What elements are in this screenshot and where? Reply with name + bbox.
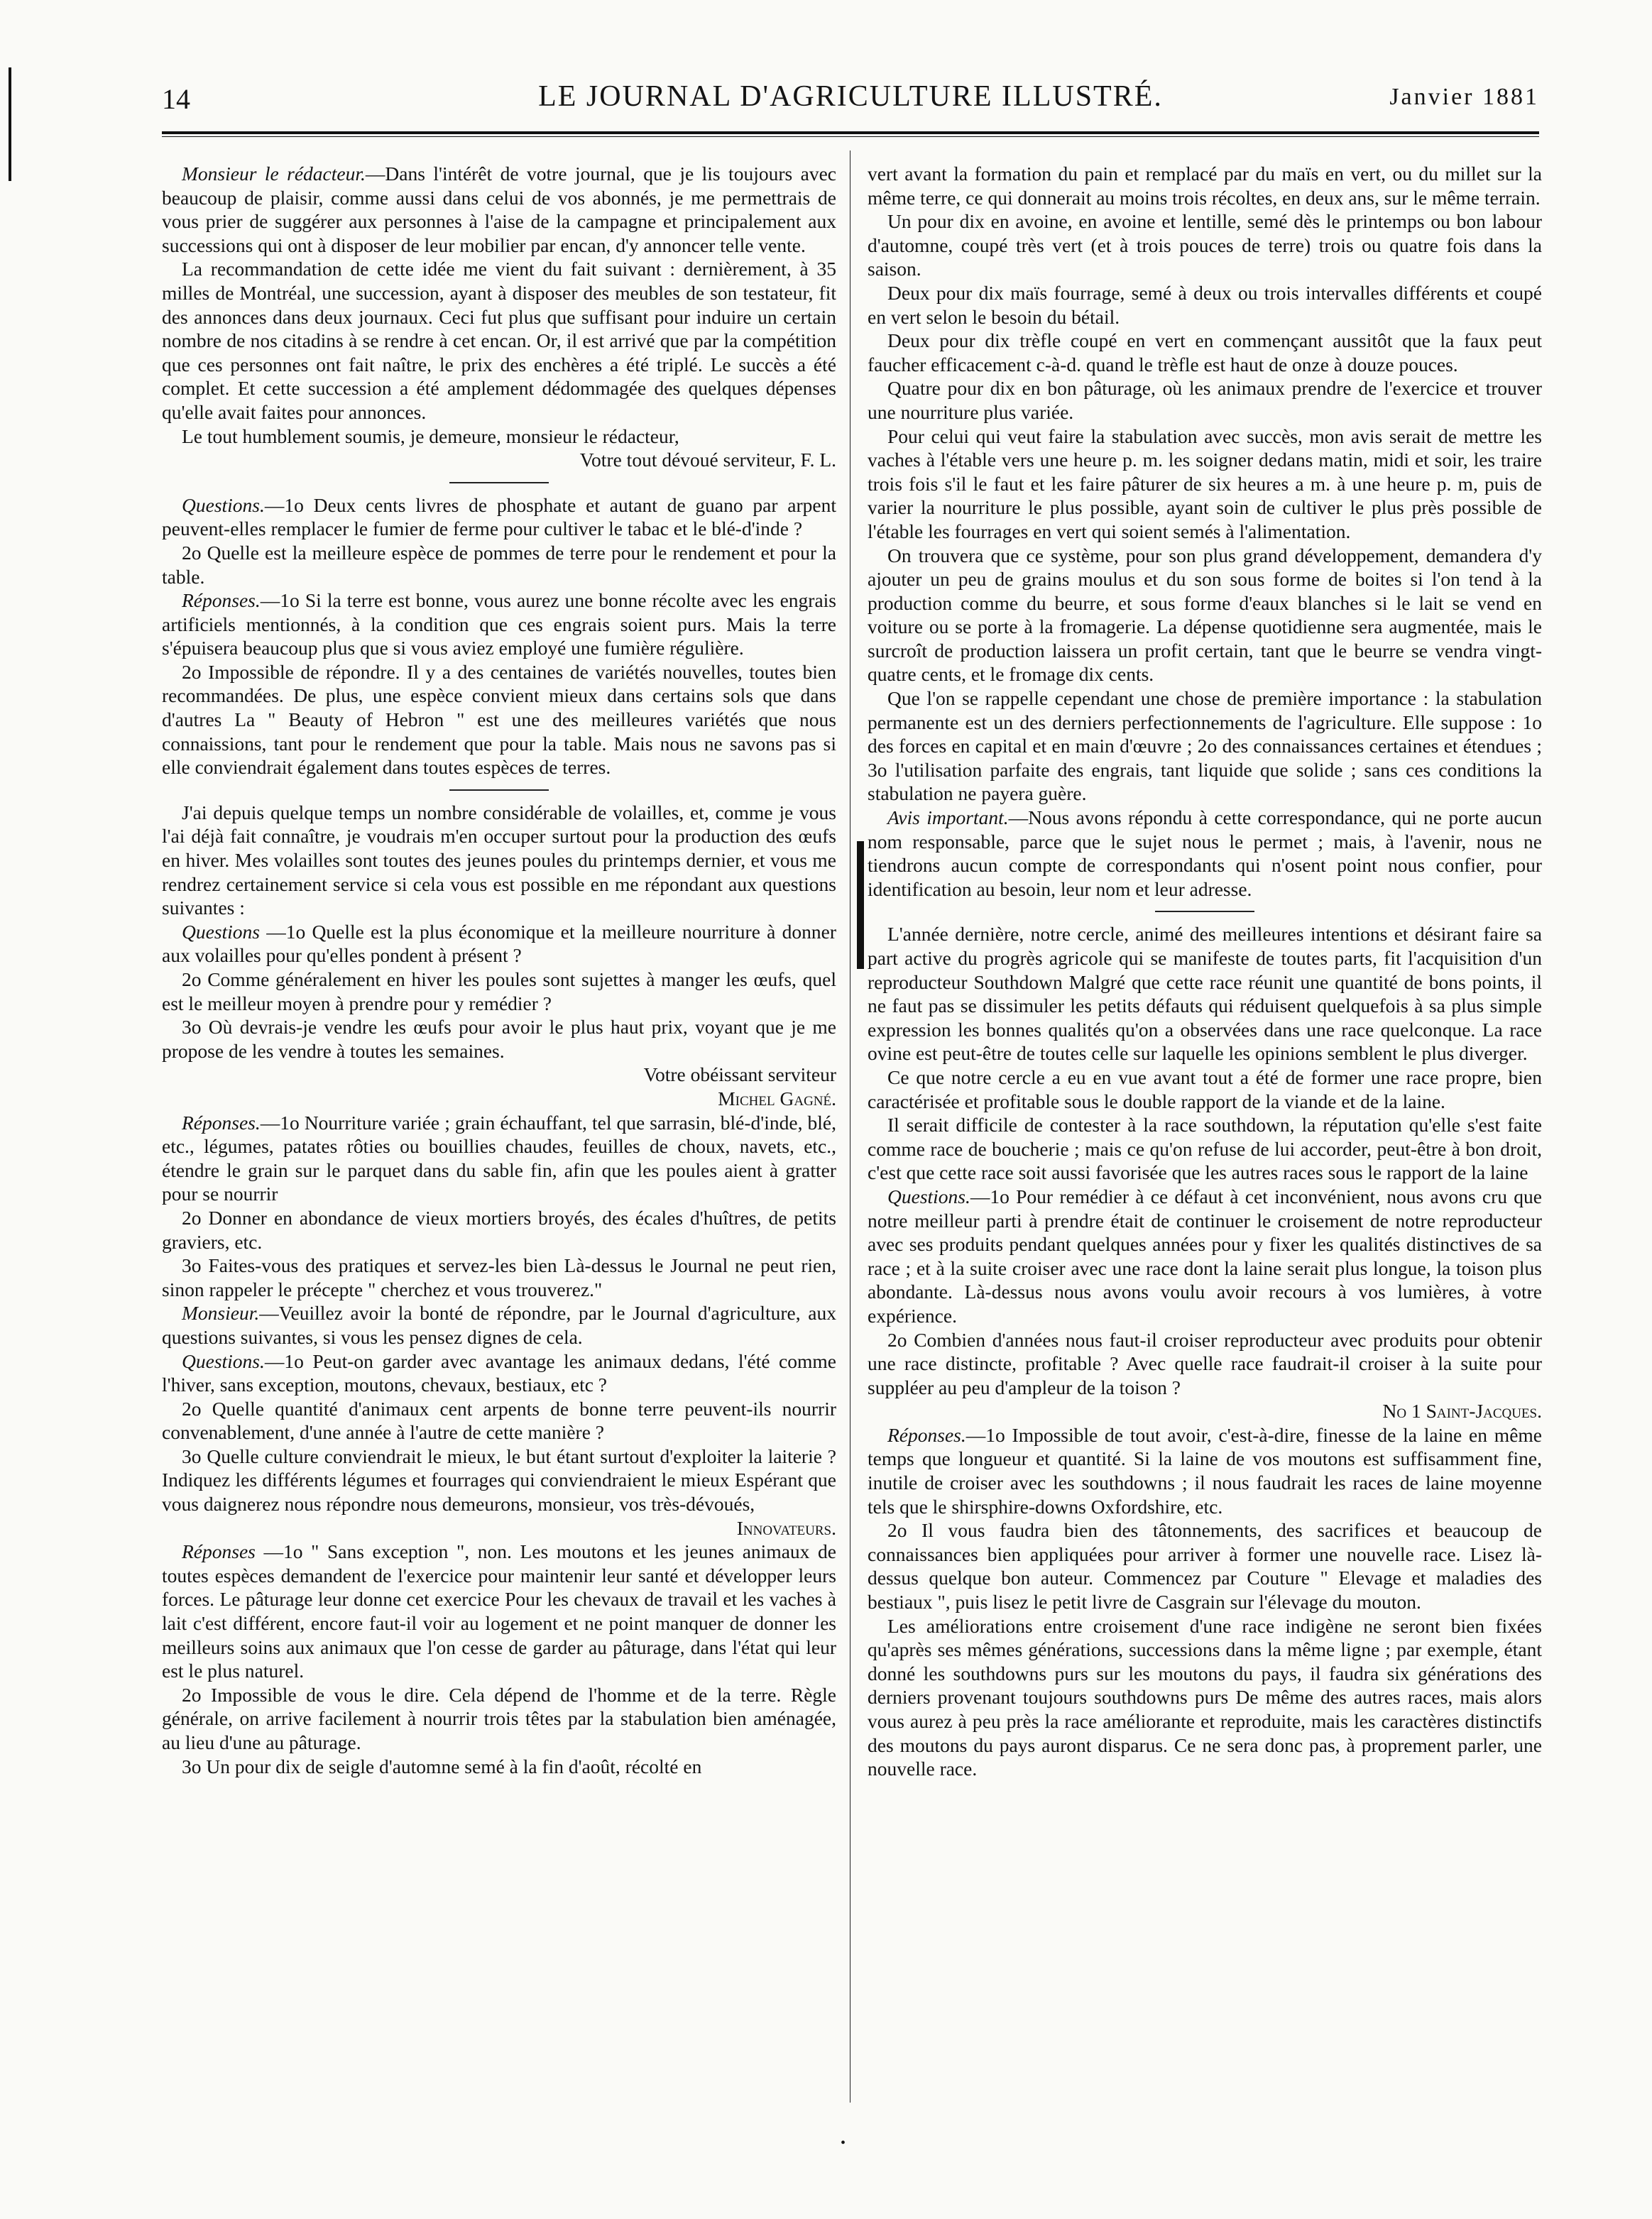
paragraph-text: Quatre pour dix en bon pâturage, où les animaux prendre de l'exercice et trouver une nourriture plus variée. (868, 377, 1542, 423)
ink-blot (857, 841, 864, 969)
paragraph-text: Michel Gagné. (718, 1087, 836, 1110)
paragraph-text: 2o Combien d'années nous faut-il croiser reproducteur avec produits pour obtenir une race distincte, profitable ? Avec quelle race faudrait-il croiser à la suite pour suppléer au peu d'ampleur de la toison ? (868, 1328, 1542, 1398)
paragraph (868, 376, 1542, 424)
paragraph-text: —1o Si la terre est bonne, vous aurez une bonne récolte avec les engrais artificiels mentionnés, à la condition que ces engrais soient purs. Mais la terre s'épuisera beaucoup plus que si vous aviez employé une fumière régulière. (162, 589, 836, 659)
paragraph-lead: Réponses. (887, 1423, 966, 1446)
paragraph-lead: Questions. (887, 1185, 970, 1207)
paragraph-text: vert avant la formation du pain et remplacé par du maïs en vert, ou du millet sur la même terre, ce qui donnerait au moins trois récoltes, en deux ans, sur le même terrain. (868, 163, 1542, 209)
paragraph-text: —1o Pour remédier à ce défaut à cet inconvénient, nous avons cru que notre meilleur parti à prendre était de continuer le croisement de notre reproducteur avec ses produits pendant quelques années pour y fixer les qualités distinctives de sa race ; et à la suite croiser avec une race dont la laine serait plus longue, la toison plus abondante. Là-dessus nous avons voulu avoir recours à vos lumières, à votre expérience. (868, 1185, 1542, 1327)
paragraph (162, 1516, 836, 1540)
section-separator (449, 482, 549, 483)
paragraph-text: —Veuillez avoir la bonté de répondre, par le Journal d'agriculture, aux questions suivantes, si vous les pensez dignes de cela. (162, 1302, 836, 1348)
paragraph (162, 1301, 836, 1349)
paragraph (162, 1111, 836, 1206)
header-rule (162, 131, 1539, 137)
paragraph (162, 801, 836, 920)
paragraph-text: Les améliorations entre croisement d'une race indigène ne seront bien fixées qu'après ses mêmes générations, successions dans la même ligne ; par exemple, étant donné les southdowns purs sur les moutons du pays, il faudra six générations des derniers provenant toujours southdowns purs De même des autres races, mais alors vous aurez à peu près la race améliorante et reproduite, mais les caractères distinctifs des moutons du pays auront disparus. Ce ne sera donc pas, à proprement parler, une nouvelle race. (868, 1614, 1542, 1780)
paragraph (162, 1755, 836, 1779)
paragraph-text: —Dans l'intérêt de votre journal, que je lis toujours avec beaucoup de plaisir, comme aussi dans celui de vos abonnés, je me permettrais de vous prier de suggérer aux personnes à l'aise de la campagne et principalement aux successions qui ont à disposer de leur mobilier par encan, d'y annoncer telle vente. (162, 163, 837, 256)
paragraph (162, 1063, 836, 1087)
section-separator (449, 789, 549, 791)
paragraph-text: Deux pour dix trèfle coupé en vert en commençant aussitôt que la faux peut faucher efficacement c-à-d. quand le trèfle est haut de onze à douze pouces. (868, 329, 1542, 376)
paragraph (868, 281, 1542, 329)
paragraph (162, 1087, 836, 1111)
paragraph-text: —1o Quelle est la plus économique et la meilleure nourriture à donner aux volailles pour qu'elles pondent à présent ? (162, 920, 836, 967)
paragraph-text: 2o Impossible de vous le dire. Cela dépend de l'homme et de la terre. Règle générale, on arrive facilement à nourrir trois têtes par la stabulation bien aménagée, au lieu d'une au pâturage. (162, 1683, 836, 1753)
paragraph (868, 424, 1542, 544)
paragraph-text: 3o Un pour dix de seigle d'automne semé à la fin d'août, récolté en (182, 1755, 702, 1777)
paragraph-text: —1o Deux cents livres de phosphate et autant de guano par arpent peuvent-elles remplacer le fumier de ferme pour cultiver le tabac et le blé-d'inde ? (162, 493, 836, 540)
paragraph (868, 1399, 1542, 1423)
paragraph (162, 162, 836, 257)
paragraph (868, 1185, 1542, 1328)
paragraph-text: Votre obéissant serviteur (643, 1063, 836, 1086)
paragraph (868, 922, 1542, 1065)
paragraph (162, 588, 836, 660)
paragraph (868, 1423, 1542, 1518)
paragraph (868, 1328, 1542, 1400)
paragraph (162, 1445, 836, 1516)
paragraph-text: Ce que notre cercle a eu en vue avant tout a été de former une race propre, bien caractérisée et profitable sous le double rapport de la viande et de la laine. (868, 1065, 1542, 1112)
paragraph-text: No 1 Saint-Jacques. (1382, 1400, 1542, 1423)
paragraph-text: La recommandation de cette idée me vient du fait suivant : dernièrement, à 35 milles de Montréal, une succession, ayant à disposer des meubles de son testateur, fit des annonces dans deux journaux. Ceci fut plus que suffisant pour induire un certain nombre de nos citadins à se rendre à cet encan. Or, il est arrivé que par la compétition que ces personnes ont fait naître, le prix des enchères a été triplé. Le succès a été complet. Et cette succession a été amplement dédommagée des quelques dépenses qu'elle avait faites pour annonces. (162, 258, 836, 423)
paragraph (868, 162, 1542, 209)
paragraph (162, 541, 836, 588)
paragraph-text: Pour celui qui veut faire la stabulation avec succès, mon avis serait de mettre les vaches à l'étable vers une heure p. m. les soigner dedans matin, midi et soir, les traire trois fois s'il le faut et les faire pâturer de six heures a m. à une heure p. m, puis de varier la nourriture le plus possible, ayant soin de cultiver le plus près possible de l'étable les fourrages en vert qui soient semés à l'alimentation. (868, 424, 1542, 542)
paragraph-text: Un pour dix en avoine, en avoine et lentille, semé dès le printemps ou bon labour d'automne, coupé très vert (et à trois pouces de terre) trois ou quatre fois dans la saison. (868, 210, 1542, 280)
paragraph (868, 806, 1542, 901)
paragraph-lead: Réponses. (182, 589, 261, 612)
paragraph (162, 1206, 836, 1254)
section-separator (1155, 911, 1254, 912)
scan-edge-mark (9, 67, 11, 181)
paragraph-text: 2o Quelle quantité d'animaux cent arpents de bonne terre peuvent-ils nourrir convenablement, d'une année à l'autre de cette manière ? (162, 1397, 836, 1444)
paragraph-text: 2o Il vous faudra bien des tâtonnements, des sacrifices et beaucoup de connaissances bien appliquées pour arriver à former une nouvelle race. Lisez là-dessus quelque bon auteur. Commencez par Couture " Elevage et maladies des bestiaux ", puis lisez le petit livre de Casgrain sur l'élevage du mouton. (868, 1519, 1542, 1613)
paragraph-text: On trouvera que ce système, pour son plus grand développement, demandera d'y ajouter un peu de grains moulus et du son sous forme de boites si l'on tend à la production comme du beurre, et sous forme d'eaux blanches si le lait se vend en voiture ou se porte à la fromagerie. La dépense quotidienne sera augmentée, mais le surcroît de production laissera un profit certain, tant que le beurre se vendra vingt-quatre cents, et le fromage dix cents. (868, 544, 1542, 686)
paragraph (162, 493, 836, 541)
paragraph-text: —1o Impossible de tout avoir, c'est-à-dire, finesse de la laine en même temps que longueur et quantité. Si la laine de vos moutons est suffisamment fine, inutile de croiser avec les southdowns ; il nous faudrait les races de laine moyenne tels que le shirsphire-downs Oxfordshire, etc. (868, 1423, 1542, 1518)
paragraph (162, 1397, 836, 1445)
paragraph (162, 1683, 836, 1755)
page-dot: • (841, 2135, 846, 2151)
paragraph (868, 544, 1542, 687)
paragraph-lead: Monsieur le rédacteur. (182, 163, 366, 185)
paragraph (868, 1113, 1542, 1185)
paragraph-lead: Questions. (182, 1349, 265, 1372)
paragraph (868, 1518, 1542, 1613)
page-number: 14 (162, 83, 190, 115)
left-column (162, 162, 836, 1778)
journal-title: LE JOURNAL D'AGRICULTURE ILLUSTRÉ. (538, 80, 1163, 113)
paragraph-text: Que l'on se rappelle cependant une chose de première importance : la stabulation permanente est un des derniers perfectionnements de l'agriculture. Elle suppose : 1o des forces en capital et en main d'œuvre ; 2o des connaissances certaines et étendues ; 3o l'utilisation parfaite des engrais, tant liquide que solide ; sans ces conditions la stabulation ne payera guère. (868, 687, 1542, 805)
paragraph-text: Il serait difficile de contester à la race southdown, la réputation qu'elle s'est faite comme race de boucherie ; mais ce qu'on refuse de lui accorder, peut-être à bon droit, c'est que cette race soit aussi favorisée que les autres races sous le rapport de la laine (868, 1114, 1542, 1184)
paragraph (868, 209, 1542, 281)
paragraph-text: —1o " Sans exception ", non. Les moutons et les jeunes animaux de toutes espèces demandent de l'exercice pour maintenir leur santé et développer leurs forces. Le pâturage leur donne cet exercice Pour les chevaux de travail et les vaches à lait c'est différent, encore faut-il voir au logement et ne point manquer de donner les meilleurs soins aux animaux que l'on cesse de garder au pâturage, dans l'état qui leur est le plus naturel. (162, 1540, 836, 1682)
paragraph-lead: Réponses (182, 1540, 256, 1563)
right-column (868, 162, 1542, 1781)
paragraph-lead: Questions. (182, 493, 265, 516)
paragraph (162, 424, 836, 449)
paragraph-lead: Avis important. (887, 806, 1009, 829)
paragraph-text: Innovateurs. (736, 1516, 836, 1539)
paragraph-text: 2o Quelle est la meilleure espèce de pommes de terre pour le rendement et pour la table. (162, 541, 836, 588)
paragraph (162, 1540, 836, 1683)
paragraph-text: Votre tout dévoué serviteur, F. L. (579, 449, 836, 471)
paragraph-text: —1o Nourriture variée ; grain échauffant, tel que sarrasin, blé-d'inde, blé, etc., légumes, patates rôties ou bouillies chaudes, feuilles de choux, navets, etc., étendre le grain sur le parquet dans du sable fin, afin que les poules aient à gratter pour se nourrir (162, 1111, 836, 1205)
paragraph (868, 1614, 1542, 1781)
paragraph (868, 329, 1542, 376)
paragraph-text: L'année dernière, notre cercle, animé des meilleures intentions et désirant faire sa part active du progrès agricole qui se manifeste de toutes parts, fit l'acquisition d'un reproducteur Southdown Malgré que cette race réunit une quantité de bons points, il ne faut pas se dissimuler les petits défauts qui réduisent quelquefois à sa plus simple expression les bonnes qualités qu'on a observées dans une race quelconque. La race ovine est peut-être de toutes celle sur laquelle les opinions semblent le plus diverger. (868, 923, 1542, 1065)
paragraph-lead: Questions (182, 920, 260, 943)
paragraph (162, 660, 836, 779)
paragraph (162, 1254, 836, 1301)
paragraph (162, 257, 836, 424)
paragraph-text: J'ai depuis quelque temps un nombre considérable de volailles, et, comme je vous l'ai déjà fait connaître, je voudrais m'en occuper surtout pour la production des œufs en hiver. Mes volailles sont toutes des jeunes poules du printemps dernier, et vous me rendrez certainement service si cela vous est possible en me répondant aux questions suivantes : (162, 801, 836, 919)
paragraph-text: —Nous avons répondu à cette correspondance, qui ne porte aucun nom responsable, parce que le sujet nous le permet ; mais, à l'avenir, nous ne tiendrons aucun compte de correspondants qui n'osent point nous confier, pour identification au besoin, leur nom et leur adresse. (868, 806, 1542, 900)
paragraph (162, 968, 836, 1015)
issue-date: Janvier 1881 (1389, 84, 1539, 110)
paragraph-text: Le tout humblement soumis, je demeure, monsieur le rédacteur, (182, 424, 679, 447)
paragraph (162, 1349, 836, 1397)
paragraph-lead: Monsieur. (182, 1302, 260, 1325)
paragraph-text: 3o Où devrais-je vendre les œufs pour avoir le plus haut prix, voyant que je me propose de les vendre à toutes les semaines. (162, 1016, 836, 1062)
paragraph-text: 2o Impossible de répondre. Il y a des centaines de variétés nouvelles, toutes bien recommandées. De plus, une espèce convient mieux dans certains sols que dans d'autres La " Beauty of Hebron " est une des meilleures variétés que nous connaissions, tant pour le rendement que pour la table. Mais nous ne savons pas si elle conviendrait également dans toutes espèces de terres. (162, 660, 836, 779)
page-header (162, 80, 1539, 122)
paragraph-text: —1o Peut-on garder avec avantage les animaux dedans, l'été comme l'hiver, sans exception, moutons, chevaux, bestiaux, etc ? (162, 1349, 836, 1396)
paragraph-text: Deux pour dix maïs fourrage, semé à deux ou trois intervalles différents et coupé en vert selon le besoin du bétail. (868, 281, 1542, 328)
paragraph (162, 448, 836, 472)
paragraph-text: 3o Quelle culture conviendrait le mieux, le but étant surtout d'exploiter la laiterie ? Indiquez les différents légumes et fourrages qui conviendraient le mieux Espérant que vous daignerez nous répondre nous demeurons, monsieur, vos très-dévoués, (162, 1445, 836, 1516)
paragraph-text: 2o Donner en abondance de vieux mortiers broyés, des écales d'huîtres, de petits graviers, etc. (162, 1206, 836, 1253)
paragraph (868, 1065, 1542, 1113)
paragraph (868, 686, 1542, 806)
paragraph-text: 3o Faites-vous des pratiques et servez-les bien Là-dessus le Journal ne peut rien, sinon rappeler le précepte " cherchez et vous trouverez." (162, 1254, 836, 1300)
paragraph (162, 1015, 836, 1063)
paragraph-text: 2o Comme généralement en hiver les poules sont sujettes à manger les œufs, quel est le meilleur moyen à prendre pour y remédier ? (162, 968, 836, 1014)
paragraph (162, 920, 836, 968)
paragraph-lead: Réponses. (182, 1111, 261, 1134)
